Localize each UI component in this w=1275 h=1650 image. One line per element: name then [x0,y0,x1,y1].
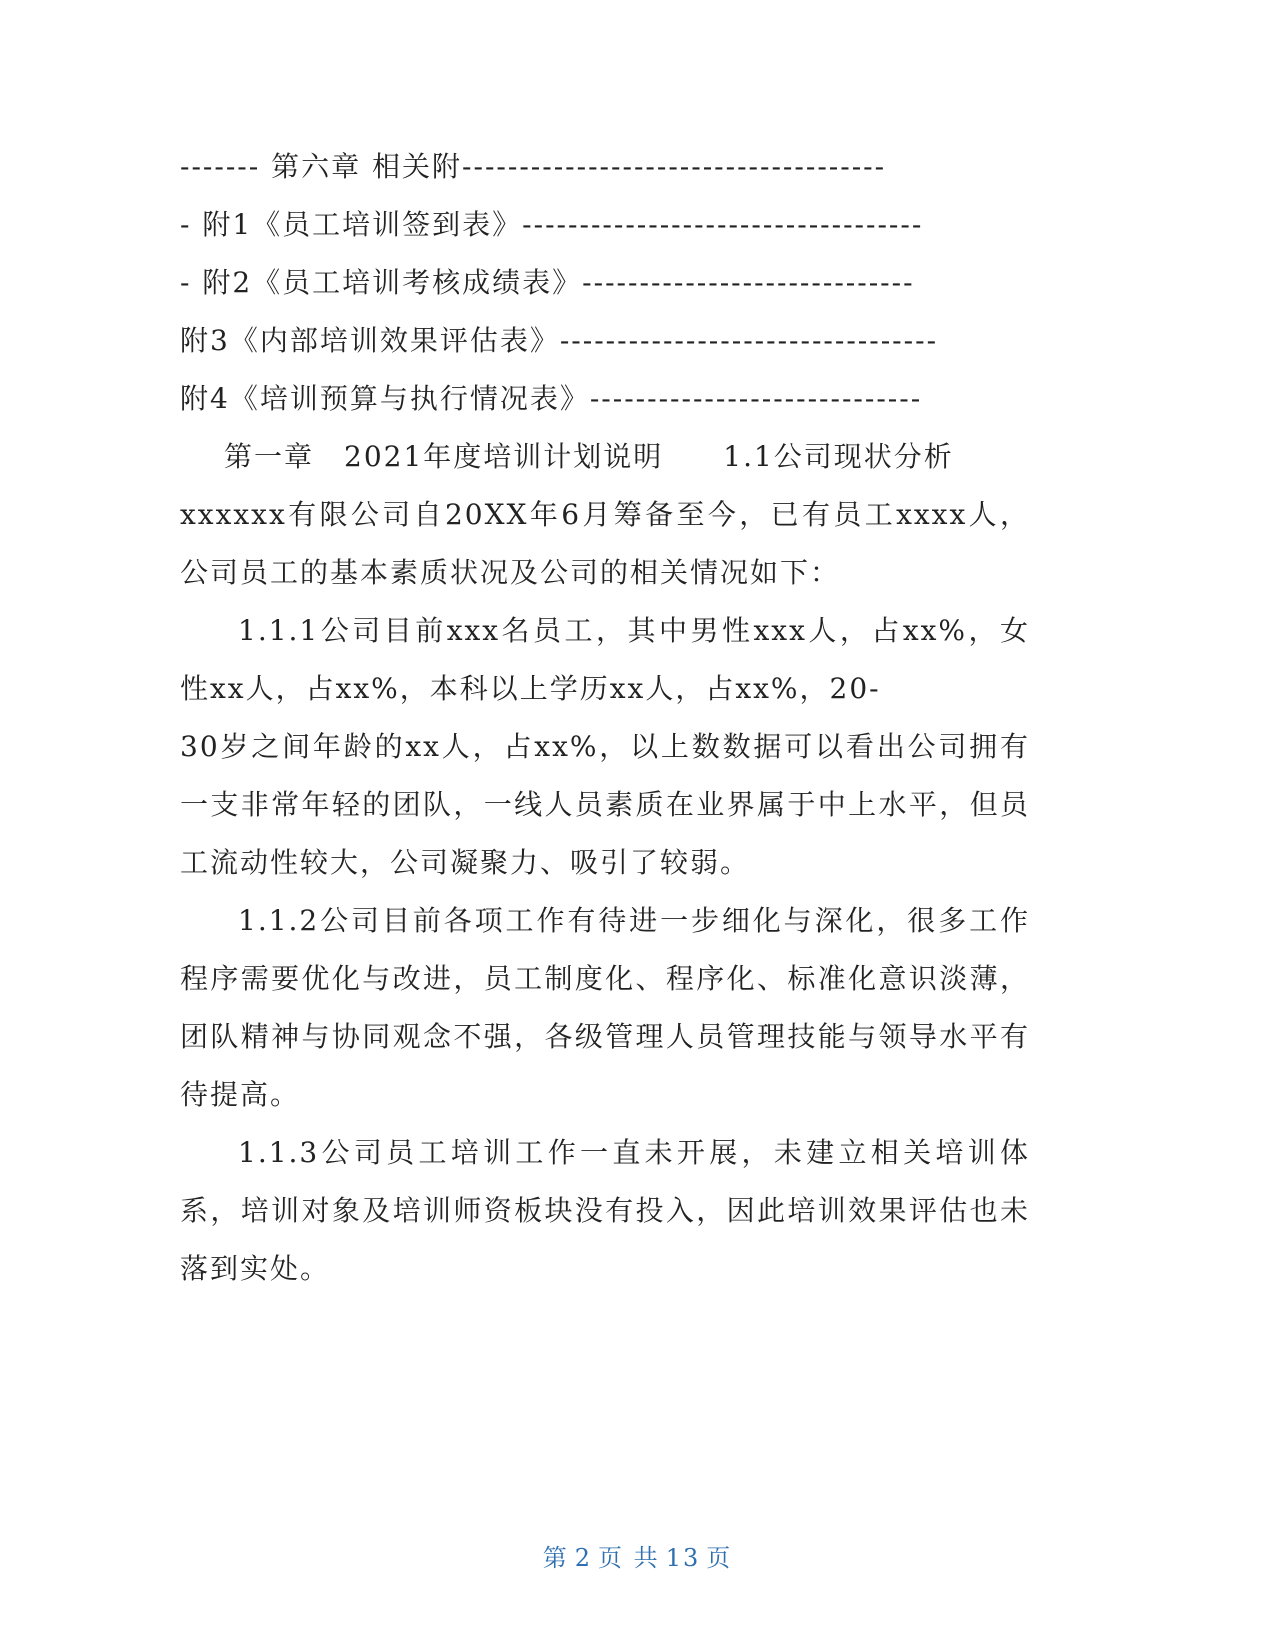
paragraph-1-1-1: 1.1.1公司目前xxx名员工，其中男性xxx人，占xx%，女性xx人，占xx%，本科以上学历xx人，占xx%，20- [180,614,1030,705]
paragraph-1-1-3: 1.1.3公司员工培训工作一直未开展，未建立相关培训体系，培训对象及培训师资板块没有投入，因此培训效果评估也未落到实处。 [180,1136,1030,1285]
toc-line-appendix-1: - 附1《员工培训签到表》----------------------------------- [180,208,924,241]
footer-prefix: 第 [542,1544,569,1572]
chapter-heading: 第一章 2021年度培训计划说明 1.1公司现状分析 [224,440,954,473]
toc-line-chapter-six: ------- 第六章 相关附------------------------------------- [180,150,887,183]
page-footer [0,1538,1275,1573]
paragraph-company-overview: xxxxxx有限公司自20XX年6月筹备至今，已有员工xxxx人，公司员工的基本素质状况及公司的相关情况如下： [180,498,1030,589]
toc-line-appendix-2: - 附2《员工培训考核成绩表》----------------------------- [180,266,915,299]
footer-middle: 页 共 [598,1544,660,1572]
footer-suffix: 页 [706,1544,733,1572]
document-body [180,138,1030,1298]
toc-line-appendix-3: 附3《内部培训效果评估表》--------------------------------- [180,324,939,357]
footer-total-pages: 13 [665,1544,701,1572]
footer-current-page: 2 [574,1544,593,1572]
paragraph-1-1-2: 1.1.2公司目前各项工作有待进一步细化与深化，很多工作程序需要优化与改进，员工制度化、程序化、标准化意识淡薄，团队精神与协同观念不强，各级管理人员管理技能与领导水平有待提高。 [180,904,1030,1111]
paragraph-1-1-1-continued: 30岁之间年龄的xx人，占xx%，以上数数据可以看出公司拥有一支非常年轻的团队，一线人员素质在业界属于中上水平，但员工流动性较大，公司凝聚力、吸引了较弱。 [180,730,1030,879]
toc-line-appendix-4: 附4《培训预算与执行情况表》----------------------------- [180,382,923,415]
